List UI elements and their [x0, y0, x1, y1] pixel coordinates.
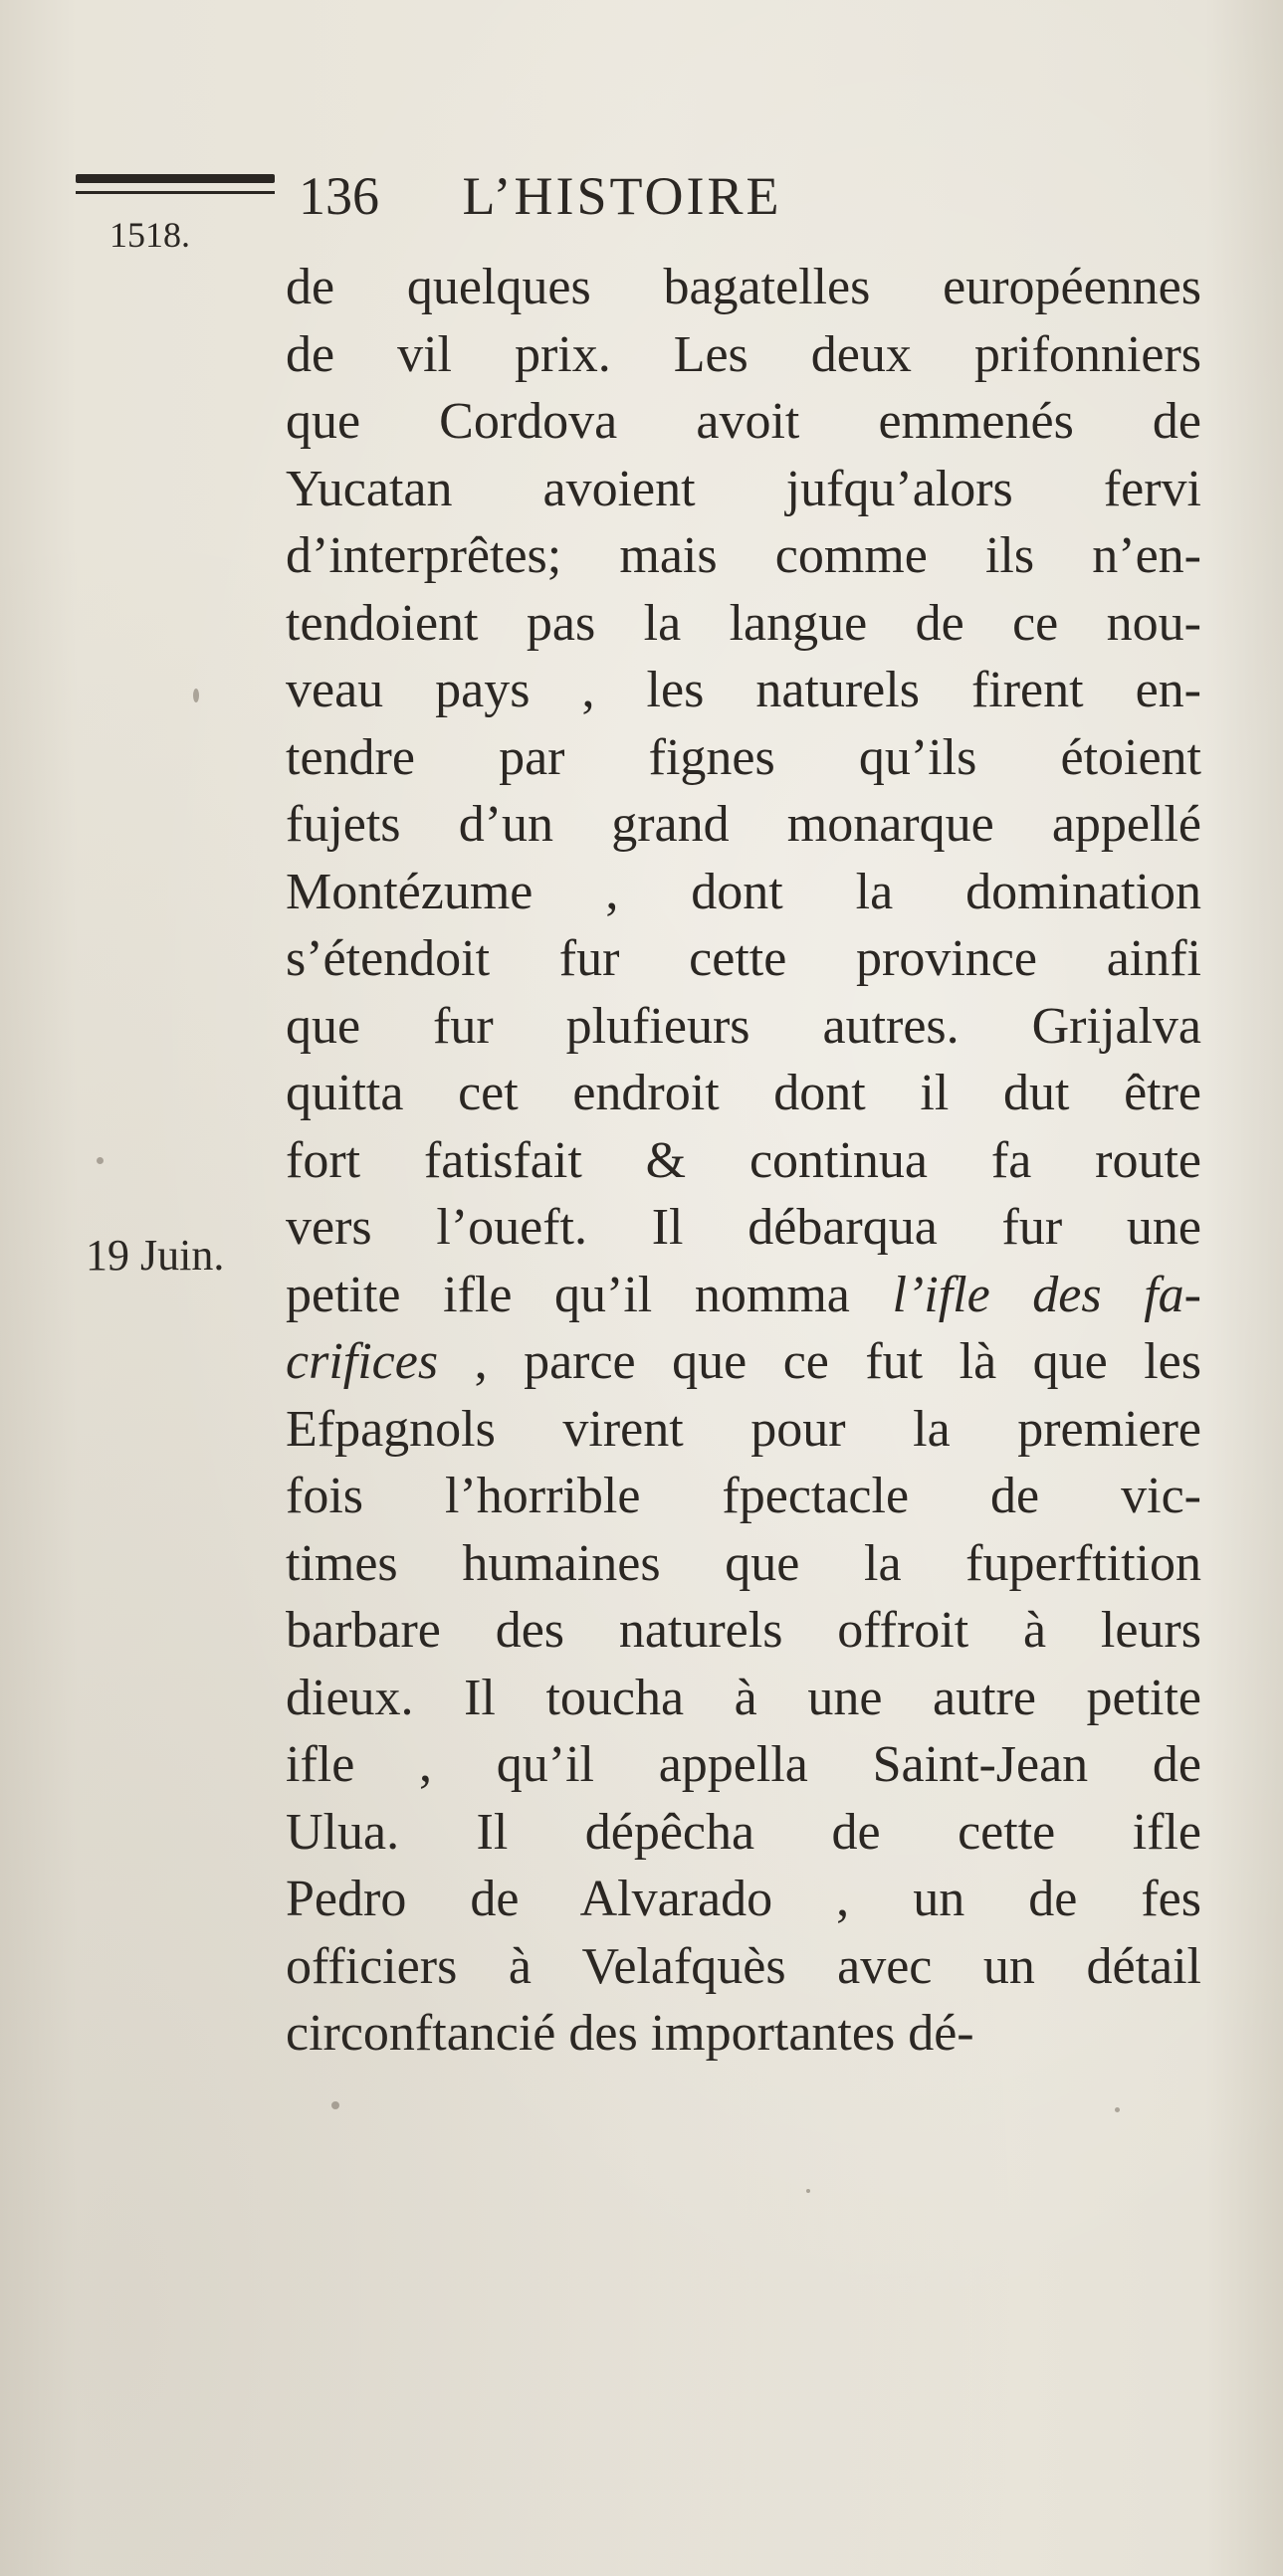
- text-line: Efpagnols virent pour la premiere: [286, 1400, 1201, 1458]
- text-line: [286, 1262, 1201, 1329]
- text-line: quitta cet endroit dont il dut être: [286, 1065, 1201, 1121]
- running-head: [299, 166, 782, 226]
- text-line: d’interprêtes; mais comme ils n’en-: [286, 527, 1201, 584]
- italic-term: crifices: [286, 1333, 439, 1390]
- running-title: L’HISTOIRE: [462, 166, 782, 226]
- text-line: que fur plufieurs autres. Grijalva: [286, 997, 1201, 1055]
- header-rule: [76, 174, 275, 183]
- text-line: dieux. Il toucha à une autre petite: [286, 1669, 1201, 1726]
- text-line: que Cordova avoit emmenés de: [286, 393, 1201, 450]
- text-line: Yucatan avoient jufqu’alors fervi: [286, 460, 1201, 517]
- text-line: [286, 1328, 1201, 1396]
- text-line: barbare des naturels offroit à leurs: [286, 1602, 1201, 1659]
- margin-note-date: 19 Juin.: [86, 1231, 225, 1280]
- text-line: de quelques bagatelles européennes: [286, 259, 1201, 315]
- text-line: fort fatisfait & continua fa route: [286, 1131, 1201, 1189]
- text-run: petite ifle qu’il nomma: [286, 1266, 893, 1323]
- text-line: s’étendoit fur cette province ainfi: [286, 930, 1201, 987]
- text-line: Ulua. Il dépêcha de cette ifle: [286, 1803, 1201, 1861]
- paper-speck: [1115, 2107, 1120, 2112]
- italic-term: l’ifle des fa-: [892, 1266, 1201, 1323]
- text-line: veau pays , les naturels firent en-: [286, 662, 1201, 718]
- margin-note-year: 1518.: [109, 215, 190, 255]
- body-text: [286, 254, 1201, 2068]
- text-line: Montézume , dont la domination: [286, 863, 1201, 920]
- paper-speck: [806, 2189, 810, 2193]
- header-rule-thin: [76, 191, 275, 194]
- paper-speck: [97, 1157, 104, 1164]
- text-line: de vil prix. Les deux prifonniers: [286, 325, 1201, 383]
- text-line: times humaines que la fuperftition: [286, 1534, 1201, 1592]
- text-line: tendoient pas la langue de ce nou-: [286, 594, 1201, 652]
- text-line: fujets d’un grand monarque appellé: [286, 796, 1201, 853]
- text-line: ifle , qu’il appella Saint-Jean de: [286, 1736, 1201, 1793]
- text-line: circonftancié des importantes dé-: [286, 2005, 974, 2062]
- text-line: Pedro de Alvarado , un de fes: [286, 1871, 1201, 1927]
- text-line: tendre par fignes qu’ils étoient: [286, 728, 1201, 786]
- text-line: vers l’oueft. Il débarqua fur une: [286, 1199, 1201, 1256]
- page-number: 136: [299, 166, 379, 226]
- text-line: fois l’horrible fpectacle de vic-: [286, 1468, 1201, 1524]
- text-line: officiers à Velafquès avec un détail: [286, 1937, 1201, 1995]
- text-run: , parce que ce fut là que les: [438, 1333, 1201, 1390]
- paper-speck: [331, 2101, 339, 2109]
- paper-speck: [193, 689, 199, 702]
